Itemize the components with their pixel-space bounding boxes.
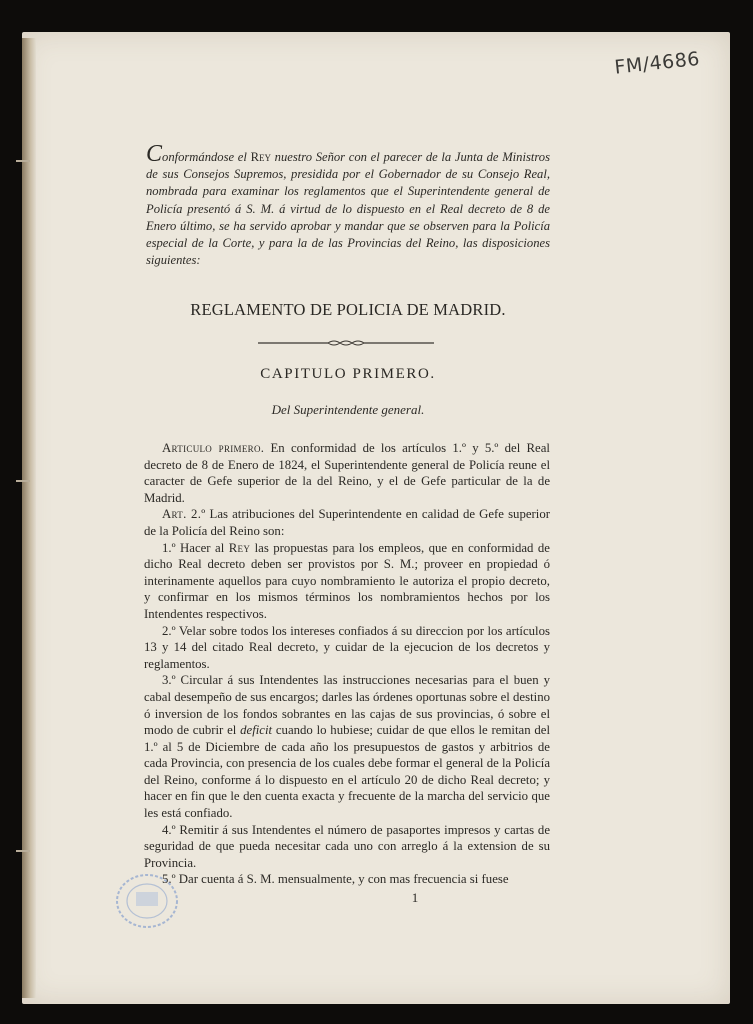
binding-stitch (16, 480, 30, 482)
library-stamp-icon (112, 870, 182, 932)
binding-stitch (16, 160, 30, 162)
article-paragraph: Art. 2.º Las atribuciones del Superintendente en calidad de Gefe superior de la Policía del Reino son: (144, 507, 550, 538)
chapter-heading: CAPITULO PRIMERO. (260, 366, 436, 382)
handwritten-shelfmark: FM/4686 (613, 47, 701, 79)
drop-cap: C (146, 141, 163, 167)
body-text (144, 440, 550, 888)
binding-spine (22, 38, 36, 998)
intro-paragraph: Conformándose el Rey nuestro Señor con el parecer de la Junta de Ministros de sus Consejos Supremos, presidida por el Gobernador de su Consejo Real, nombrada para examinar los reglamentos que el Superintendente general de Policía presentó á S. M. á virtud de lo dispuesto en el Real decreto de 8 de Enero último, se ha servido aprobar y mandar que se observen para la Policía especial de la Corte, y para la de las Provincias del Reino, las disposiciones siguientes: (146, 141, 551, 268)
list-item: 4.º Remitir á sus Intendentes el número de pasaportes impresos y cartas de seguridad de que pueda necesitar cada uno con arreglo á la extension de su Provincia. (144, 822, 550, 870)
binding-stitch (16, 850, 30, 852)
list-item: 1.º Hacer al Rey las propuestas para los empleos, que en conformidad de dicho Real decreto deben ser provistos por S. M.; proveer en propiedad ó interinamente aquellos para cuyo nombramiento le autoriza el propio decreto, y confirmar en los mismos términos los nombramientos hechos por los Intendentes respectivos. (144, 540, 550, 621)
section-heading: Del Superintendente general. (271, 402, 425, 417)
list-item: 5.º Dar cuenta á S. M. mensualmente, y con mas frecuencia si fuese (162, 872, 509, 887)
list-item: 3.º Circular á sus Intendentes las instrucciones necesarias para el buen y cabal desempeño de sus encargos; darles las órdenes oportunas sobre el destino ó inversion de los fondos sobrantes en las cajas de sus provincias, ó sobre el modo de cubrir el deficit cuando lo hubiese; cuidar de que ellos le remitan del 1.º al 5 de Diciembre de cada año los presupuestos de gastos y arbitrios de cada Provincia, con presencia de los cuales debe formar el general de la Policía del Reino, conforme á lo dispuesto en el artículo 20 de dicho Real decreto; y hacer en fin que le den cuenta exacta y frecuente de la marcha del servicio que les está confiado. (144, 673, 550, 821)
list-item: 2.º Velar sobre todos los intereses confiados á su direccion por los artículos 13 y 14 del citado Real decreto, y cuidar de la ejecucion de los decretos y reglamentos. (144, 623, 550, 671)
article-paragraph: Articulo primero. En conformidad de los artículos 1.º y 5.º del Real decreto de 8 de Enero de 1824, el Superintendente general de Policía reune el caracter de Gefe superior de la del Reino, y el de Gefe particular de la de Madrid. (144, 441, 550, 505)
document-title: REGLAMENTO DE POLICIA DE MADRID. (190, 300, 506, 319)
page-number: 1 (411, 890, 419, 905)
ornament-rule (258, 338, 434, 348)
